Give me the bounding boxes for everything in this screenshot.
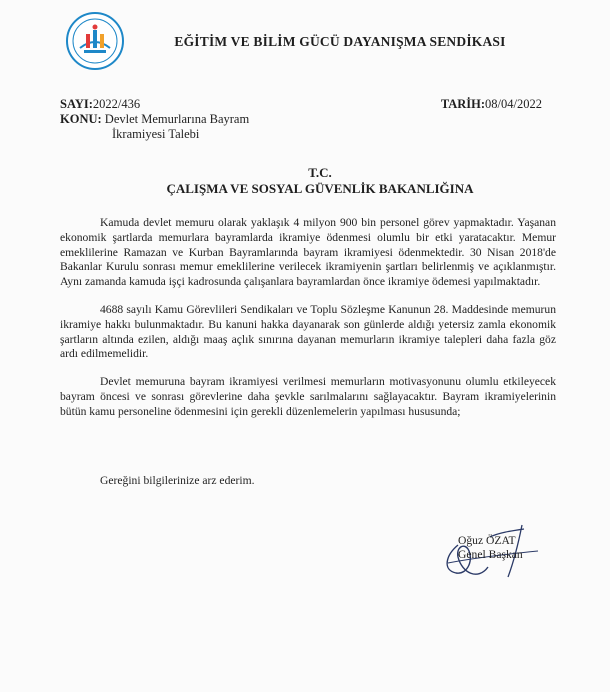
recipient [120, 165, 520, 197]
sayi-label: SAYI: [60, 97, 93, 111]
org-name: EĞİTİM VE BİLİM GÜCÜ DAYANIŞMA SENDİKASI [174, 34, 506, 49]
body-paragraph: Kamuda devlet memuru olarak yaklaşık 4 milyon 900 bin personel görev yapmaktadır. Yaşanan ekonomik şartlarda memurlara bayramlarda ikramiye ödenmesi olumlu bir etki yaratacaktır. Memur emeklilerine Ramazan ve Kurban Bayramlarında bayram ikramiyesi ödenmektedir. 30 Nisan 2018'de Bakanlar Kurulu sonrası memur emeklilerine verilecek ikramiyenin şartları belirlenmiş ve açıklanmıştır. Aynı zamanda kamuda işçi kadrosunda çalışanlara bayramlardan önce ikramiye ödemesi yapılmaktadır. [60, 216, 556, 289]
reference-number [60, 97, 140, 112]
letter-date [441, 97, 542, 112]
recipient-line-2: ÇALIŞMA VE SOSYAL GÜVENLİK BAKANLIĞINA [166, 181, 474, 196]
union-logo-icon [66, 12, 124, 70]
konu-label: KONU: [60, 112, 102, 126]
recipient-line-1: T.C. [308, 165, 332, 180]
closing-line: Gereğini bilgilerinize arz ederim. [100, 474, 255, 487]
konu-line-1: Devlet Memurlarına Bayram [104, 112, 250, 126]
sayi-value: 2022/436 [92, 97, 141, 111]
signatory-title: Genel Başkan [458, 548, 523, 561]
letter-body [60, 216, 556, 433]
subject [60, 112, 249, 142]
konu-line-2: İkramiyesi Talebi [112, 127, 200, 141]
tarih-value: 08/04/2022 [485, 97, 542, 111]
body-paragraph: Devlet memuruna bayram ikramiyesi verilmesi memurların motivasyonunu olumlu etkileyecek bayram öncesi ve sonrası görevlerine daha şevkle sarılmalarını sağlayacaktır. Bayram ikramiyelerinin bütün kamu personeline ödenmesini için gerekli düzenlemelerin yapılması hususunda; [60, 375, 556, 418]
body-paragraph: 4688 sayılı Kamu Görevlileri Sendikaları ve Toplu Sözleşme Kanunun 28. Maddesinde memurun ikramiye hakkı bulunmaktadır. Bu kanuni hakka dayanarak son günlerde aldığı yetersiz zamla ekonomik şartların altında ezilen, aldığı maaş açlık sınırına dayanan memurların ikramiye talepleri daha fazla göz ardı edilmemelidir. [60, 302, 556, 361]
tarih-label: TARİH: [440, 97, 486, 111]
signatory-name: Oğuz ÖZAT [458, 534, 516, 547]
